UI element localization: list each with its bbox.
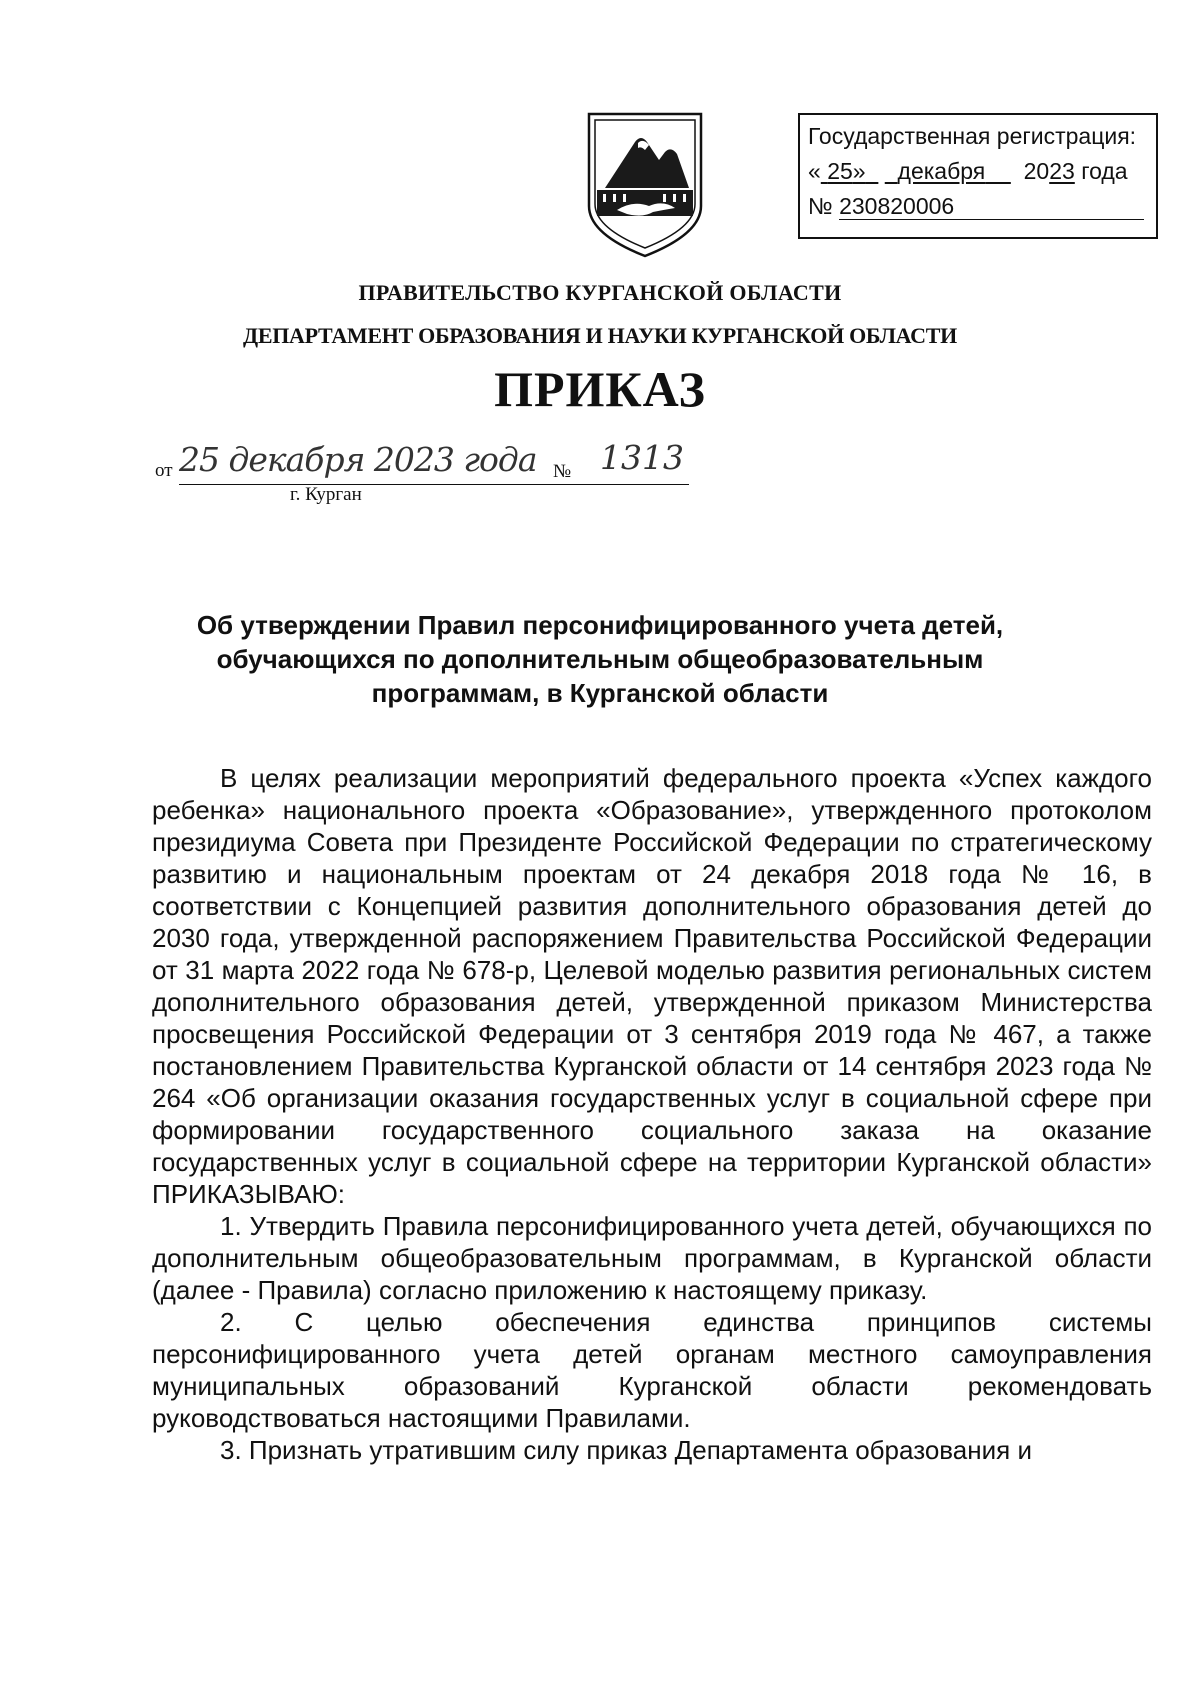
order-date-prefix: от (155, 460, 173, 481)
order-date-line (155, 438, 695, 508)
registration-date-month: декабря (897, 158, 986, 184)
order-number-prefix: № (553, 461, 572, 482)
document-body (152, 762, 1152, 1466)
document-title (160, 608, 1040, 710)
registration-year-suffix: 23 (1049, 158, 1075, 184)
registration-year-word: года (1081, 158, 1128, 184)
registration-number: 230820006 (839, 193, 1144, 220)
order-date-handwritten: 25 декабря 2023 года (179, 440, 537, 479)
registration-date-open: « (808, 158, 821, 184)
government-heading: ПРАВИТЕЛЬСТВО КУРГАНСКОЙ ОБЛАСТИ (358, 280, 842, 305)
coat-of-arms-emblem (583, 110, 707, 260)
order-city: г. Курган (290, 484, 362, 505)
registration-number-row (808, 189, 1156, 224)
registration-number-label: № (808, 193, 833, 219)
registration-date (808, 154, 1156, 189)
title-line-3: программам, в Курганской области (371, 678, 829, 708)
body-paragraph-preamble: В целях реализации мероприятий федерального проекта «Успех каждого ребенка» национального проекта «Образование», утвержденного протоколом президиума Совета при Президенте Российской Федерации по стратегическому развитию и национальным проектам от 24 декабря 2018 года № 16, в соответствии с Концепцией развития дополнительного образования детей до 2030 года, утвержденной распоряжением Правительства Российской Федерации от 31 марта 2022 года № 678-р, Целевой моделью развития региональных систем дополнительного образования детей, утвержденной приказом Министерства просвещения Российской Федерации от 3 сентября 2019 года № 467, а также постановлением Правительства Курганской области от 14 сентября 2023 года № 264 «Об организации оказания государственных услуг в социальной сфере при формировании государственного социального заказа на оказание государственных услуг в социальной сфере на территории Курганской области» ПРИКАЗЫВАЮ: (152, 763, 1152, 1209)
registration-stamp (798, 113, 1158, 239)
title-line-1: Об утверждении Правил персонифицированного учета детей, (196, 610, 1004, 640)
registration-heading: Государственная регистрация: (808, 123, 1137, 149)
order-date-underline (179, 484, 689, 485)
order-number-handwritten: 1313 (600, 438, 684, 477)
body-paragraph-item-3: 3. Признать утратившим силу приказ Департамента образования и (220, 1435, 1032, 1465)
department-heading: ДЕПАРТАМЕНТ ОБРАЗОВАНИЯ И НАУКИ КУРГАНСКОЙ ОБЛАСТИ (243, 323, 957, 348)
registration-year-prefix: 20 (1023, 158, 1050, 184)
body-paragraph-item-2: 2. С целью обеспечения единства принципов системы персонифицированного учета детей органам местного самоуправления муниципальных образований Курганской области рекомендовать руководствоваться настоящими Правилами. (152, 1307, 1152, 1433)
document-type-heading: ПРИКАЗ (494, 361, 706, 417)
body-paragraph-item-1: 1. Утвердить Правила персонифицированного учета детей, обучающихся по дополнительным общеобразовательным программам, в Курганской области (далее - Правила) согласно приложению к настоящему приказу. (152, 1211, 1152, 1305)
registration-date-day: 25» (827, 158, 866, 184)
title-line-2: обучающихся по дополнительным общеобразовательным (216, 644, 984, 674)
